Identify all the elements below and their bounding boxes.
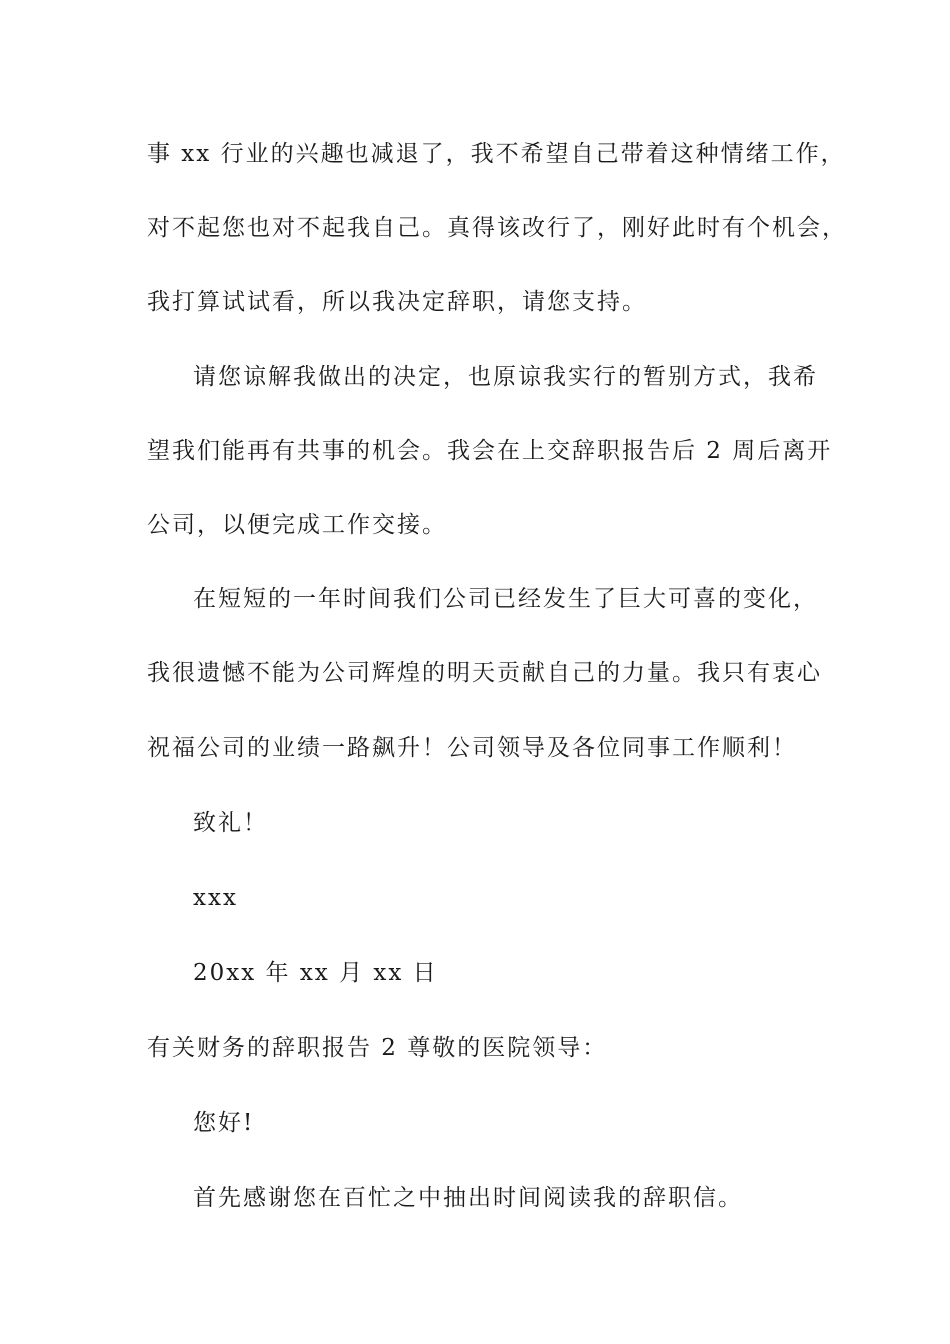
text-line: 公司，以便完成工作交接。 [147, 512, 447, 538]
signature-name: xxx [193, 885, 238, 911]
text-line: 我很遗憾不能为公司辉煌的明天贡献自己的力量。我只有衷心 [147, 660, 822, 686]
text-line: 我打算试试看，所以我决定辞职，请您支持。 [147, 289, 647, 315]
text-line: 望我们能再有共事的机会。我会在上交辞职报告后 2 周后离开 [147, 438, 833, 464]
text-line: 对不起您也对不起我自己。真得该改行了，刚好此时有个机会， [147, 215, 847, 241]
text-line: 祝福公司的业绩一路飙升！公司领导及各位同事工作顺利！ [147, 735, 797, 761]
signature-date: 20xx 年 xx 月 xx 日 [193, 960, 438, 986]
paragraph-start-line: 首先感谢您在百忙之中抽出时间阅读我的辞职信。 [193, 1185, 743, 1211]
paragraph-start-line: 在短短的一年时间我们公司已经发生了巨大可喜的变化， [193, 586, 818, 612]
paragraph-start-line: 请您谅解我做出的决定，也原谅我实行的暂别方式，我希 [193, 364, 818, 390]
text-line: 事 xx 行业的兴趣也减退了，我不希望自己带着这种情绪工作， [147, 141, 846, 167]
greeting: 您好! [193, 1110, 255, 1136]
closing-salutation: 致礼！ [193, 810, 268, 836]
section-heading: 有关财务的辞职报告 2 尊敬的医院领导： [147, 1035, 608, 1061]
